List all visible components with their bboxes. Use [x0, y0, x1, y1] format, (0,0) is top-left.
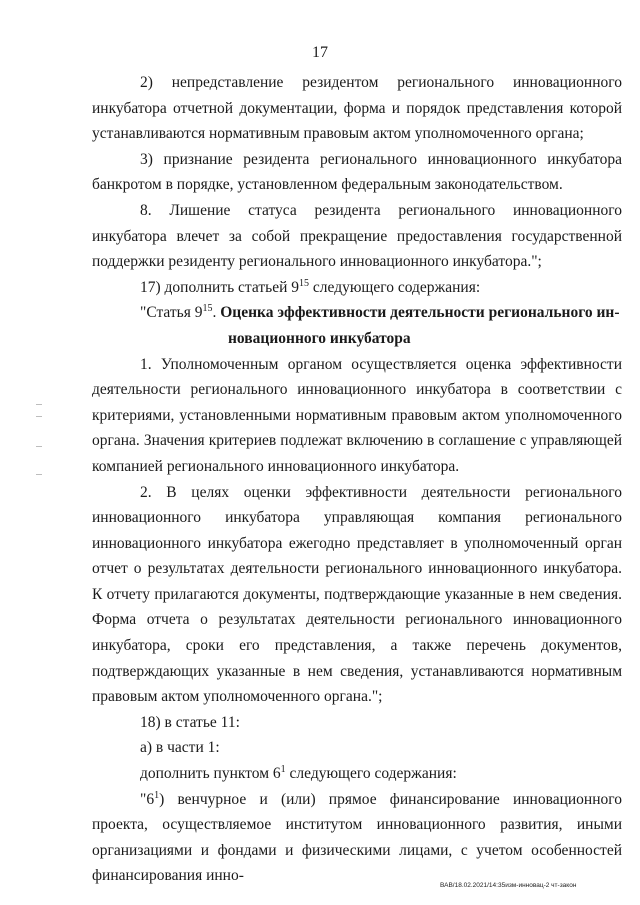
point-6-1-number: "6 [140, 790, 155, 808]
left-margin-mark-1 [36, 404, 42, 405]
article-number-dot: . [212, 304, 221, 322]
paragraph-item-3: 3) признание резидента регионального инновационного инкубатора банкротом в порядке, установленном федеральным законодательством. [92, 150, 622, 194]
article-number: "Статья 9 [140, 304, 203, 322]
paragraph-point-6-1 [92, 787, 622, 889]
item-17-text: 17) дополнить статьей 9 [140, 278, 300, 296]
footer-file-stamp: ВАВ/18.02.2021/14:35изм-инновац-2 чт-закон [440, 882, 577, 889]
item-17-superscript: 15 [299, 277, 310, 289]
left-margin-mark-4 [36, 474, 42, 475]
paragraph-item-18: 18) в статье 11: [140, 713, 240, 731]
add-point-text-end: следующего содержания: [285, 765, 457, 783]
paragraph-clause-8: 8. Лишение статуса резидента регионального инновационного инкубатора влечет за собой прекращение предоставления государственной поддержки резиденту регионального инновационного инкубатора."; [92, 201, 622, 271]
add-point-superscript: 1 [280, 764, 286, 776]
item-17-text-end: следующего содержания: [309, 278, 481, 296]
paragraph-item-17 [92, 275, 622, 301]
article-heading [92, 300, 622, 326]
page-number: 17 [312, 44, 328, 61]
article-number-superscript: 15 [202, 303, 213, 315]
left-margin-mark-3 [36, 446, 42, 447]
paragraph-article-part-2: 2. В целях оценки эффективности деятельности регионального инновационного инкубатора управляющая компания регионального инновационного инкубатора ежегодно представляет в уполномоченный орган отчет о результатах деятельности регионального инновационного инкубатора. К отчету прилагаются документы, подтверждающие указанные в нем сведения. Форма отчета о результатах деятельности регионального инновационного инкубатора, сроки его представления, а также перечень документов, подтверждающих указанные в нем сведения, устанавливаются нормативным правовым актом уполномоченного органа."; [92, 483, 622, 706]
paragraph-item-2: 2) непредставление резидентом регионального инновационного инкубатора отчетной документации, форма и порядок представления которой устанавливаются нормативным правовым актом уполномоченного органа; [92, 74, 622, 143]
article-title: Оценка эффективности деятельности регионального ин- [220, 304, 620, 322]
paragraph-add-point [92, 761, 622, 787]
document-body [92, 70, 622, 889]
paragraph-article-part-1: 1. Уполномоченным органом осуществляется оценка эффективности деятельности регионального инновационного инкубатора в соответствии с критериями, установленными нормативным правовым актом уполномоченного органа. Значения критериев подлежат включению в соглашение с управляющей компанией регионального инновационного инкубатора. [92, 355, 622, 475]
paragraph-subitem-a: а) в части 1: [140, 739, 220, 757]
article-title-continued: новационного инкубатора [228, 329, 411, 347]
left-margin-mark-2 [36, 416, 42, 417]
point-6-1-superscript: 1 [154, 789, 160, 801]
add-point-text: дополнить пунктом 6 [140, 765, 281, 783]
point-6-1-text: ) венчурное и (или) прямое финансирование инновационного проекта, осуществляемое институтом инновационного развития, иными организациями и фондами и физическими лицами, с учетом особенностей финансирования инно- [92, 790, 622, 885]
